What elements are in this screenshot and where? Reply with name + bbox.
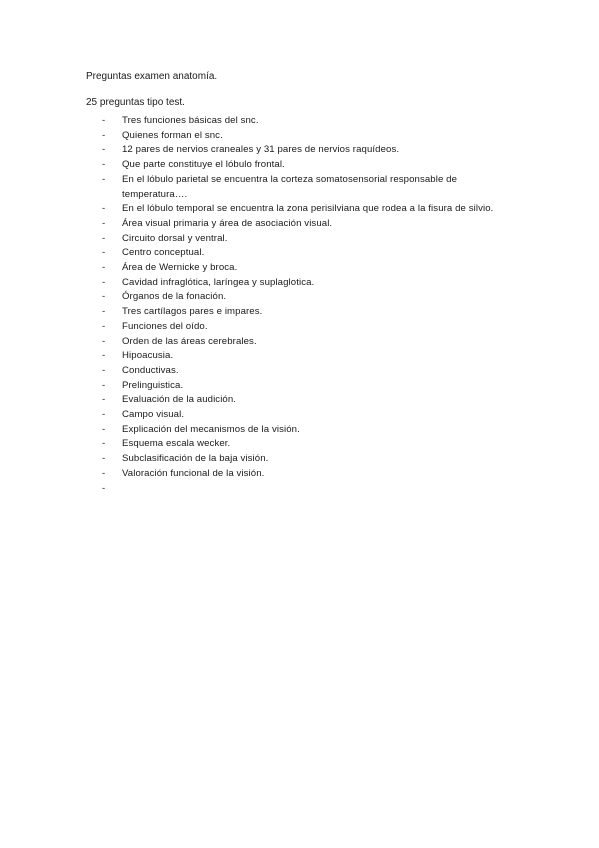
bullet-dash: - <box>102 262 106 274</box>
question-text: En el lóbulo parietal se encuentra la corteza somatosensorial responsable de temperatura…. <box>122 173 458 200</box>
list-item <box>100 217 520 232</box>
question-text: Tres funciones básicas del snc. <box>122 115 259 126</box>
list-item <box>100 305 520 320</box>
list-item <box>100 482 520 497</box>
question-text: Campo visual. <box>122 409 185 421</box>
bullet-dash: - <box>102 276 106 288</box>
question-text: Subclasificación de la baja visión. <box>122 453 269 465</box>
bullet-dash: - <box>102 409 106 421</box>
list-item <box>100 379 520 394</box>
list-item <box>100 114 520 129</box>
bullet-dash: - <box>102 203 106 215</box>
question-text: 12 pares de nervios craneales y 31 pares de nervios raquídeos. <box>122 144 400 156</box>
question-text: Explicación del mecanismos de la visión. <box>122 423 300 435</box>
question-text: Circuito dorsal y ventral. <box>122 232 228 244</box>
list-item <box>100 246 520 261</box>
list-item <box>100 320 520 335</box>
bullet-dash: - <box>102 482 106 494</box>
question-text: Prelinguistica. <box>122 379 184 391</box>
list-item <box>100 349 520 364</box>
question-text: Tres cartílagos pares e impares. <box>122 306 263 318</box>
question-text <box>122 482 520 497</box>
list-item <box>100 408 520 423</box>
bullet-dash: - <box>102 438 106 450</box>
question-text: Centro conceptual. <box>122 247 205 259</box>
question-text: Evaluación de la audición. <box>122 394 237 406</box>
bullet-dash: - <box>102 379 106 391</box>
document-title: Preguntas examen anatomía. <box>86 71 218 82</box>
list-item <box>100 467 520 482</box>
list-item <box>100 393 520 408</box>
question-text: Cavidad infraglótica, laríngea y suplaglotica. <box>122 276 315 288</box>
list-item <box>100 158 520 173</box>
question-text: Conductivas. <box>122 364 179 376</box>
list-item <box>100 364 520 379</box>
list-item <box>100 129 520 144</box>
bullet-dash: - <box>102 364 106 376</box>
bullet-dash: - <box>102 394 106 406</box>
bullet-dash: - <box>102 350 106 362</box>
bullet-dash: - <box>102 247 106 259</box>
bullet-dash: - <box>102 291 106 303</box>
bullet-dash: - <box>102 217 106 229</box>
list-item <box>100 173 520 202</box>
bullet-dash: - <box>102 467 106 479</box>
question-list <box>100 114 520 496</box>
question-text: Hipoacusia. <box>122 350 174 362</box>
question-text: Funciones del oído. <box>122 320 208 332</box>
question-text: Quienes forman el snc. <box>122 129 223 141</box>
list-item <box>100 143 520 158</box>
bullet-dash: - <box>102 115 106 126</box>
list-item <box>100 437 520 452</box>
question-text: Área visual primaria y área de asociación visual. <box>122 217 333 229</box>
question-text: Que parte constituye el lóbulo frontal. <box>122 159 285 171</box>
question-text: En el lóbulo temporal se encuentra la zona perisilviana que rodea a la fisura de silvio. <box>122 203 494 215</box>
list-item <box>100 261 520 276</box>
bullet-dash: - <box>102 173 106 185</box>
bullet-dash: - <box>102 232 106 244</box>
question-text: Órganos de la fonación. <box>122 291 227 303</box>
document-subtitle: 25 preguntas tipo test. <box>86 97 185 108</box>
bullet-dash: - <box>102 335 106 347</box>
bullet-dash: - <box>102 453 106 465</box>
bullet-dash: - <box>102 129 106 141</box>
list-item <box>100 290 520 305</box>
question-text: Orden de las áreas cerebrales. <box>122 335 257 347</box>
bullet-dash: - <box>102 144 106 156</box>
bullet-dash: - <box>102 306 106 318</box>
bullet-dash: - <box>102 159 106 171</box>
list-item <box>100 276 520 291</box>
question-text: Valoración funcional de la visión. <box>122 467 265 479</box>
list-item <box>100 232 520 247</box>
list-item <box>100 202 520 217</box>
list-item <box>100 335 520 350</box>
bullet-dash: - <box>102 320 106 332</box>
question-text: Área de Wernicke y broca. <box>122 262 238 274</box>
list-item <box>100 423 520 438</box>
list-item <box>100 452 520 467</box>
bullet-dash: - <box>102 423 106 435</box>
question-text: Esquema escala wecker. <box>122 438 231 450</box>
